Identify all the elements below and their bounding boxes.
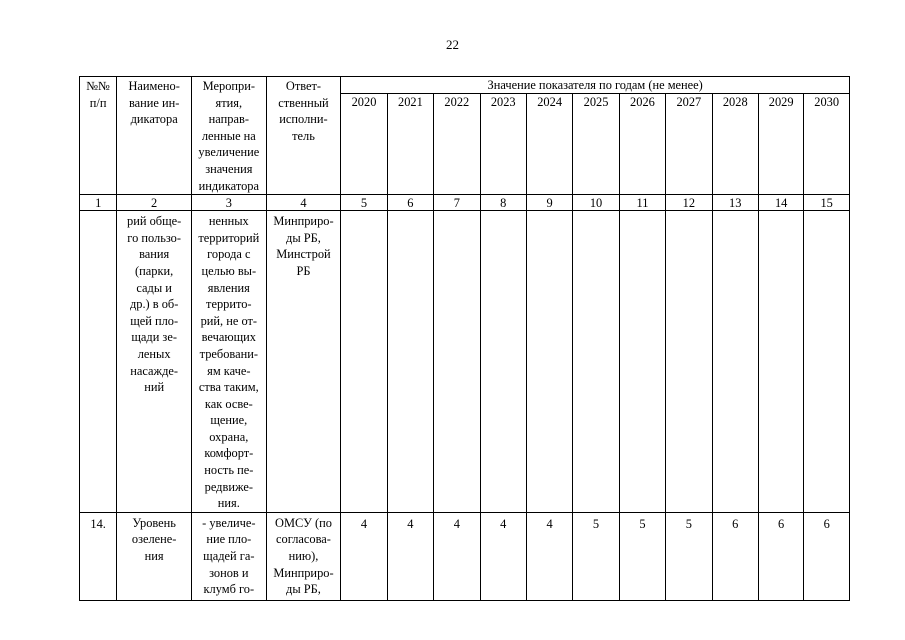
column-number: 11 [619,195,665,211]
table-row [80,512,850,600]
column-number: 2 [117,195,192,211]
year-value [666,211,712,513]
table-row [80,211,850,513]
year-value [573,211,619,513]
column-number: 6 [387,195,433,211]
column-number: 1 [80,195,117,211]
year-value [712,211,758,513]
header-indicator-name: Наимено- вание ин- дикатора [117,77,192,195]
column-number: 8 [480,195,526,211]
header-year: 2020 [341,93,387,194]
measures-text: ненных территорий города с целью вы- явления террито- рий, не от- вечающих требовани- ям каче- ства таким, как осве- щение, охрана, комфорт- ность пе- редвиже- ния. [191,211,266,513]
indicator-table [79,76,850,601]
year-value [526,211,572,513]
indicator-name: Уровень озелене- ния [117,512,192,600]
indicator-name: рий обще- го пользо- вания (парки, сады и др.) в об- щей пло- щади зе- леных насажде- ний [117,211,192,513]
column-number-row [80,195,850,211]
column-number: 12 [666,195,712,211]
year-value [758,211,803,513]
year-value: 6 [712,512,758,600]
header-measures: Меропри- ятия, направ- ленные на увеличение значения индикатора [191,77,266,195]
header-year: 2030 [804,93,850,194]
year-value [387,211,433,513]
year-value: 6 [758,512,803,600]
header-responsible: Ответ- ственный исполни- тель [266,77,341,195]
responsible-executor: ОМСУ (по согласова- нию), Минприро- ды РБ, [266,512,341,600]
year-value: 5 [573,512,619,600]
header-year: 2022 [434,93,480,194]
year-value [480,211,526,513]
measures-text: - увеличе- ние пло- щадей га- зонов и клумб го- [191,512,266,600]
header-year: 2026 [619,93,665,194]
header-year: 2021 [387,93,433,194]
header-year: 2028 [712,93,758,194]
year-value: 4 [480,512,526,600]
header-year: 2027 [666,93,712,194]
year-value: 6 [804,512,850,600]
header-year: 2023 [480,93,526,194]
header-number: №№ п/п [80,77,117,195]
page-number: 22 [446,37,459,52]
year-value [619,211,665,513]
column-number: 3 [191,195,266,211]
responsible-executor: Минприро- ды РБ, Минстрой РБ [266,211,341,513]
year-value [341,211,387,513]
year-value: 5 [619,512,665,600]
year-value: 5 [666,512,712,600]
row-number: 14. [80,512,117,600]
column-number: 14 [758,195,803,211]
header-year: 2025 [573,93,619,194]
year-value [434,211,480,513]
column-number: 9 [526,195,572,211]
column-number: 10 [573,195,619,211]
column-number: 15 [804,195,850,211]
header-year: 2029 [758,93,803,194]
column-number: 7 [434,195,480,211]
column-number: 5 [341,195,387,211]
year-value: 4 [387,512,433,600]
year-value: 4 [526,512,572,600]
year-value: 4 [434,512,480,600]
column-number: 13 [712,195,758,211]
row-number [80,211,117,513]
year-value [804,211,850,513]
column-number: 4 [266,195,341,211]
year-value: 4 [341,512,387,600]
header-values-by-year: Значение показателя по годам (не менее) [341,77,850,94]
header-year: 2024 [526,93,572,194]
header-row [80,77,850,94]
